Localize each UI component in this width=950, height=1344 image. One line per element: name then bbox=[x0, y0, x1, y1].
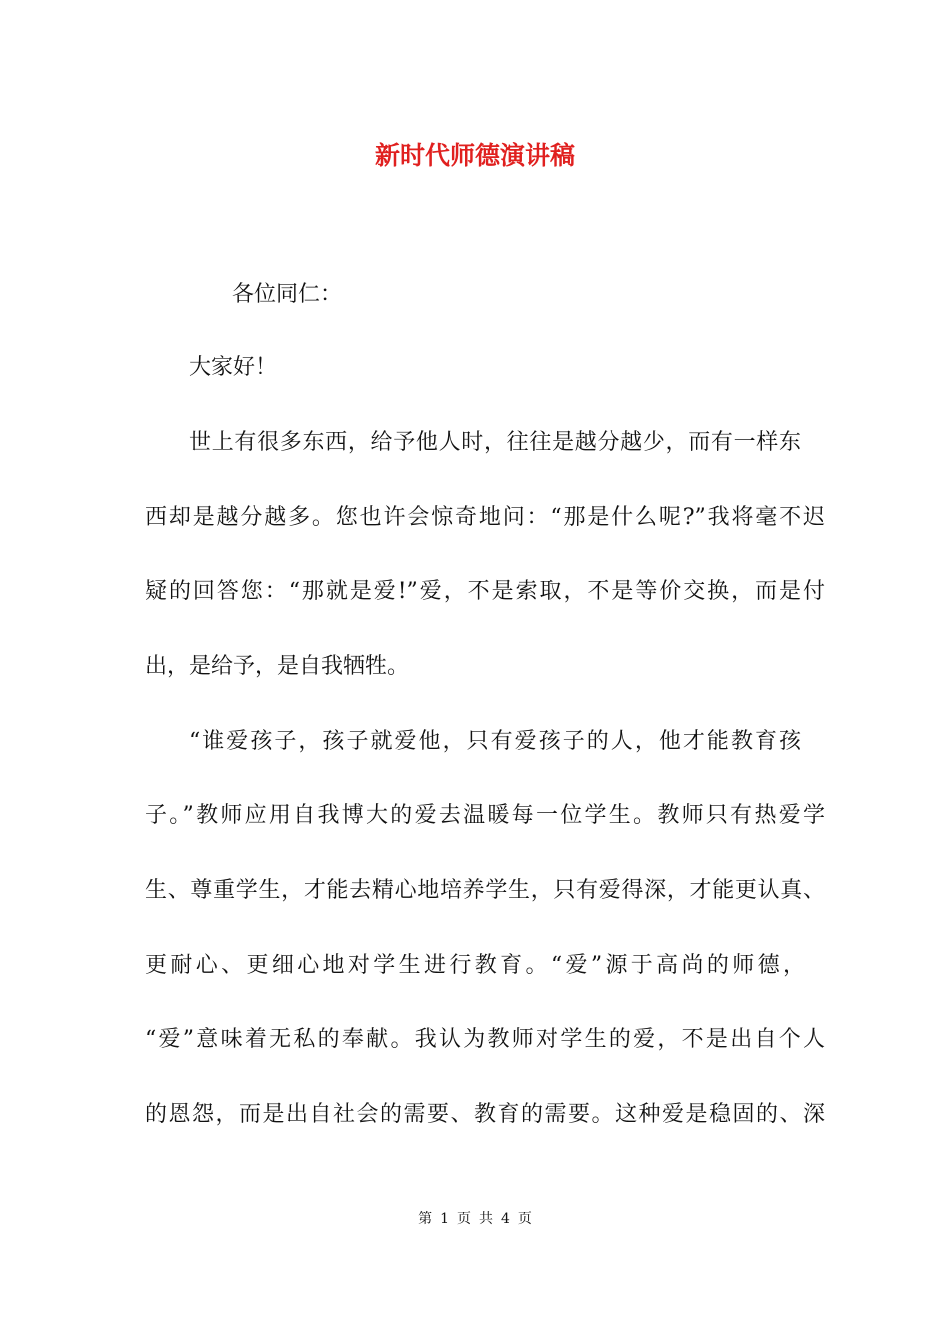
total-page-number: 4 bbox=[501, 1211, 510, 1227]
greeting: 大家好！ bbox=[189, 355, 278, 380]
paragraph2-line: 更耐心、更细心地对学生进行教育。“爱”源于高尚的师德， bbox=[145, 953, 805, 978]
paragraph2-line: “爱”意味着无私的奉献。我认为教师对学生的爱，不是出自个人 bbox=[145, 1027, 825, 1052]
document-title: 新时代师德演讲稿 bbox=[374, 141, 575, 170]
paragraph2-line: 子。”教师应用自我博大的爱去温暖每一位学生。教师只有热爱学 bbox=[145, 803, 825, 828]
paragraph2-line: “谁爱孩子，孩子就爱他，只有爱孩子的人，他才能教育孩 bbox=[189, 729, 801, 754]
paragraph1-line: 西却是越分越多。您也许会惊奇地问：“那是什么呢?”我将毫不迟 bbox=[145, 505, 825, 530]
paragraph1-line: 出，是给予，是自我牺牲。 bbox=[145, 654, 410, 679]
page-footer bbox=[0, 1208, 950, 1228]
paragraph1-line: 世上有很多东西，给予他人时，往往是越分越少，而有一样东 bbox=[189, 430, 801, 455]
salutation: 各位同仁： bbox=[232, 282, 343, 307]
paragraph2-line: 的恩怨，而是出自社会的需要、教育的需要。这种爱是稳固的、深 bbox=[145, 1102, 825, 1127]
paragraph2-line: 生、尊重学生，才能去精心地培养学生，只有爱得深，才能更认真、 bbox=[145, 878, 825, 903]
footer-prefix: 第 bbox=[418, 1211, 433, 1227]
footer-total-label: 共 bbox=[479, 1211, 493, 1227]
current-page-number: 1 bbox=[440, 1211, 449, 1227]
paragraph1-line: 疑的回答您：“那就是爱!”爱，不是索取，不是等价交换，而是付 bbox=[145, 579, 825, 604]
footer-page-label: 页 bbox=[457, 1211, 471, 1227]
footer-page-end-label: 页 bbox=[517, 1211, 532, 1227]
